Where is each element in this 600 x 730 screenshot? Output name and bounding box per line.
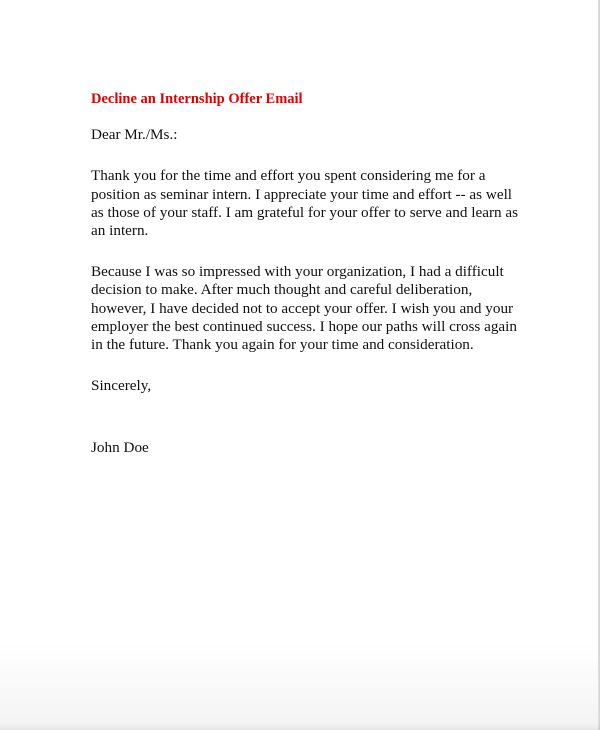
- salutation: Dear Mr./Ms.:: [91, 126, 178, 144]
- paragraph-thanks: Thank you for the time and effort you spent considering me for a position as seminar intern. I appreciate your time and effort -- as well as those of your staff. I am grateful for your offer to serve and learn as an intern.: [91, 167, 519, 240]
- page-shadow: [0, 724, 600, 730]
- paragraph-decline: Because I was so impressed with your organization, I had a difficult decision to make. After much thought and careful deliberation, however, I have decided not to accept your offer. I wish you and your employer the best continued success. I hope our paths will cross again in the future. Thank you again for your time and consideration.: [91, 263, 517, 354]
- letter-body: [91, 90, 521, 458]
- letter-title: Decline an Internship Offer Email: [91, 91, 303, 107]
- closing: Sincerely,: [91, 377, 152, 395]
- signature: John Doe: [91, 439, 149, 457]
